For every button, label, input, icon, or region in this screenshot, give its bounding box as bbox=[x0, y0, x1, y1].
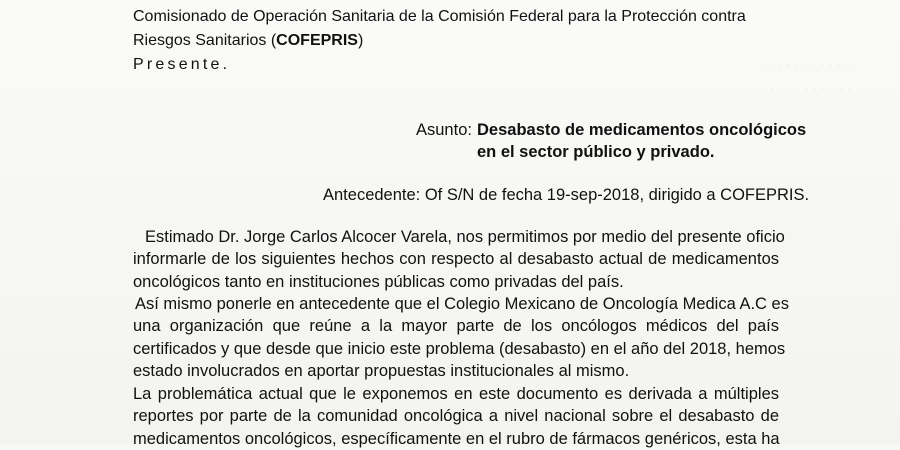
recipient-line-1 bbox=[133, 6, 746, 27]
paragraph-2 bbox=[133, 293, 789, 382]
recipient-closing-paren: ) bbox=[357, 32, 364, 49]
antecedente-line: Antecedente: Of S/N de fecha 19-sep-2018, dirigido a COFEPRIS. bbox=[323, 186, 810, 204]
paragraph-1-line: oncológicos tanto en instituciones públicas como privadas del país. bbox=[133, 272, 624, 291]
recipient-title: Comisionado de Operación Sanitaria de la Comisión Federal para la Protección contra bbox=[133, 8, 746, 25]
paragraph-3-line: reportes por parte de la comunidad oncológica a nivel nacional sobre el desabasto de bbox=[133, 407, 779, 426]
paragraph-3-line: La problemática actual que le exponemos en este documento es derivada a múltiples bbox=[133, 385, 779, 403]
asunto-label: Asunto: bbox=[416, 121, 472, 139]
paragraph-2-line: estado involucrados en aportar propuestas institucionales al mismo. bbox=[133, 361, 630, 380]
paragraph-1-line: informarle de los siguientes hechos con respecto al desabasto actual de medicamentos bbox=[133, 250, 779, 269]
recipient-acronym: COFEPRIS bbox=[276, 32, 358, 49]
recipient-line-2 bbox=[133, 30, 363, 51]
paragraph-1-line: Estimado Dr. Jorge Carlos Alcocer Varela, nos permitimos por medio del presente oficio bbox=[145, 228, 785, 246]
asunto-line-1: Desabasto de medicamentos oncológicos bbox=[477, 121, 807, 139]
asunto-line-2: en el sector público y privado. bbox=[477, 143, 715, 161]
bleed-through-mark: · · · · · · · · · · · bbox=[760, 56, 851, 72]
recipient-title-continued: Riesgos Sanitarios ( bbox=[133, 32, 277, 49]
presente-line: Presente. bbox=[133, 56, 231, 73]
paragraph-3-line: medicamentos oncológicos, específicamente en el rubro de fármacos genéricos, esta ha bbox=[133, 429, 780, 448]
bleed-through-mark: · · · · · · · · · · bbox=[770, 80, 852, 96]
paragraph-3 bbox=[133, 383, 779, 450]
paragraph-2-line: certificados y que desde que inicio este problema (desabasto) en el año del 2018, hemos bbox=[133, 339, 786, 358]
paragraph-2-line: Así mismo ponerle en antecedente que el Colegio Mexicano de Oncología Medica A.C es bbox=[135, 295, 789, 313]
paragraph-2-line: una organización que reúne a la mayor parte de los oncólogos médicos del país bbox=[133, 317, 779, 336]
paragraph-1 bbox=[133, 226, 785, 293]
